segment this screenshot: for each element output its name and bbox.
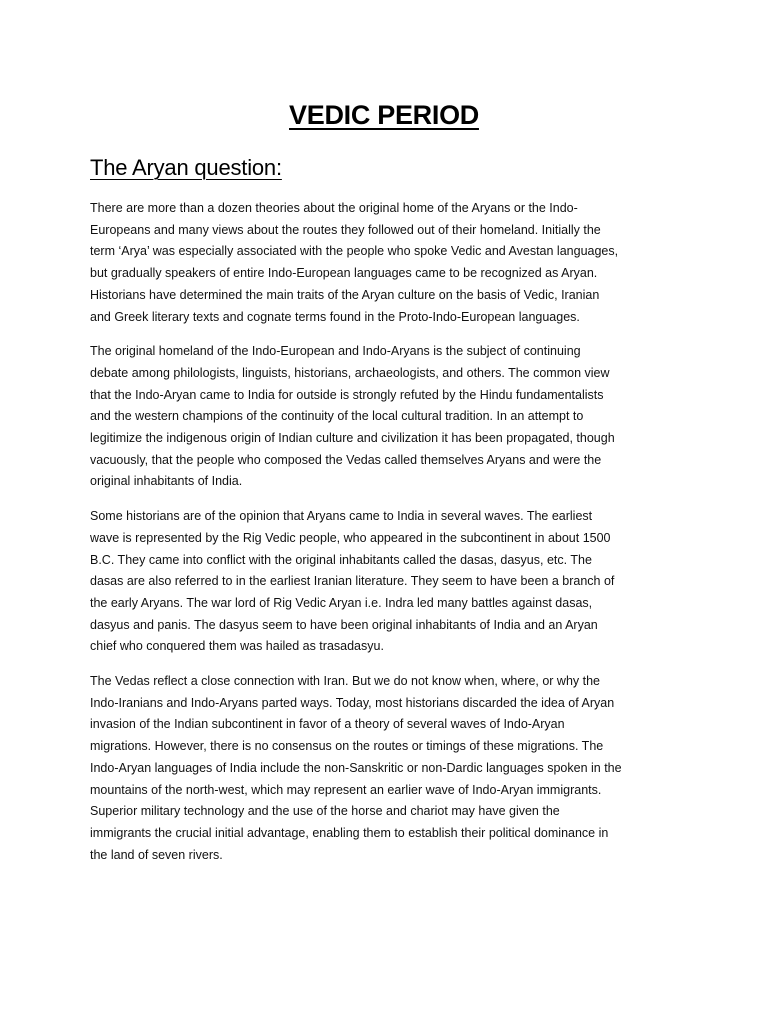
paragraph-line: B.C. They came into conflict with the original inhabitants called the dasas, dasyus, etc. The	[90, 552, 592, 567]
paragraph-line: legitimize the indigenous origin of Indian culture and civilization it has been propagated, though	[90, 431, 615, 446]
paragraph-line: but gradually speakers of entire Indo-European languages came to be recognized as Aryan.	[90, 266, 598, 281]
paragraph-line: and the western champions of the continuity of the local cultural tradition. In an attempt to	[90, 409, 584, 424]
paragraph-line: vacuously, that the people who composed the Vedas called themselves Aryans and were the	[90, 452, 602, 467]
paragraph-line: The original homeland of the Indo-European and Indo-Aryans is the subject of continuing	[90, 344, 581, 359]
paragraph-line: dasyus and panis. The dasyus seem to have been original inhabitants of India and an Aryan	[90, 617, 598, 632]
paragraph-line: Some historians are of the opinion that Aryans came to India in several waves. The earliest	[90, 509, 593, 524]
paragraph-line: original inhabitants of India.	[90, 474, 243, 489]
section-heading: The Aryan question:	[90, 155, 282, 180]
paragraph-line: that the Indo-Aryan came to India for outside is strongly refuted by the Hindu fundamentalists	[90, 387, 604, 402]
paragraph-line: term ‘Arya’ was especially associated with the people who spoke Vedic and Avestan languages,	[90, 244, 619, 259]
paragraph-line: Indo-Aryan languages of India include the non-Sanskritic or non-Dardic languages spoken in the	[90, 760, 622, 775]
paragraph-line: chief who conquered them was hailed as trasadasyu.	[90, 639, 384, 654]
paragraph-line: Historians have determined the main traits of the Aryan culture on the basis of Vedic, Iranian	[90, 287, 600, 302]
paragraph-line: There are more than a dozen theories about the original home of the Aryans or the Indo-	[90, 201, 578, 215]
paragraph-line: invasion of the Indian subcontinent in favor of a theory of several waves of Indo-Aryan	[90, 717, 565, 732]
paragraph-line: Superior military technology and the use of the horse and chariot may have given the	[90, 804, 560, 819]
paragraph	[90, 671, 682, 866]
paragraph-line: The Vedas reflect a close connection with Iran. But we do not know when, where, or why the	[90, 674, 601, 689]
paragraph	[90, 198, 682, 328]
paragraph-line: wave is represented by the Rig Vedic people, who appeared in the subcontinent in about 1500	[90, 530, 611, 545]
paragraph-line: the land of seven rivers.	[90, 847, 223, 862]
paragraph-line: immigrants the crucial initial advantage, enabling them to establish their political dominance in	[90, 825, 609, 840]
paragraph-line: debate among philologists, linguists, historians, archaeologists, and others. The common view	[90, 365, 610, 380]
paragraph-line: mountains of the north-west, which may represent an earlier wave of Indo-Aryan immigrants.	[90, 782, 602, 797]
body-text	[90, 198, 682, 879]
paragraph-line: the early Aryans. The war lord of Rig Vedic Aryan i.e. Indra led many battles against dasas,	[90, 595, 593, 610]
paragraph-line: and Greek literary texts and cognate terms found in the Proto-Indo-European languages.	[90, 309, 580, 324]
paragraph-line: dasas are also referred to in the earliest Iranian literature. They seem to have been a branch of	[90, 574, 615, 589]
paragraph	[90, 341, 682, 493]
paragraph-line: Indo-Iranians and Indo-Aryans parted ways. Today, most historians discarded the idea of Aryan	[90, 695, 615, 710]
paragraph-line: Europeans and many views about the routes they followed out of their homeland. Initially the	[90, 222, 601, 237]
paragraph-line: migrations. However, there is no consensus on the routes or timings of these migrations. The	[90, 739, 604, 754]
page-title: VEDIC PERIOD	[289, 100, 479, 130]
paragraph	[90, 506, 682, 658]
